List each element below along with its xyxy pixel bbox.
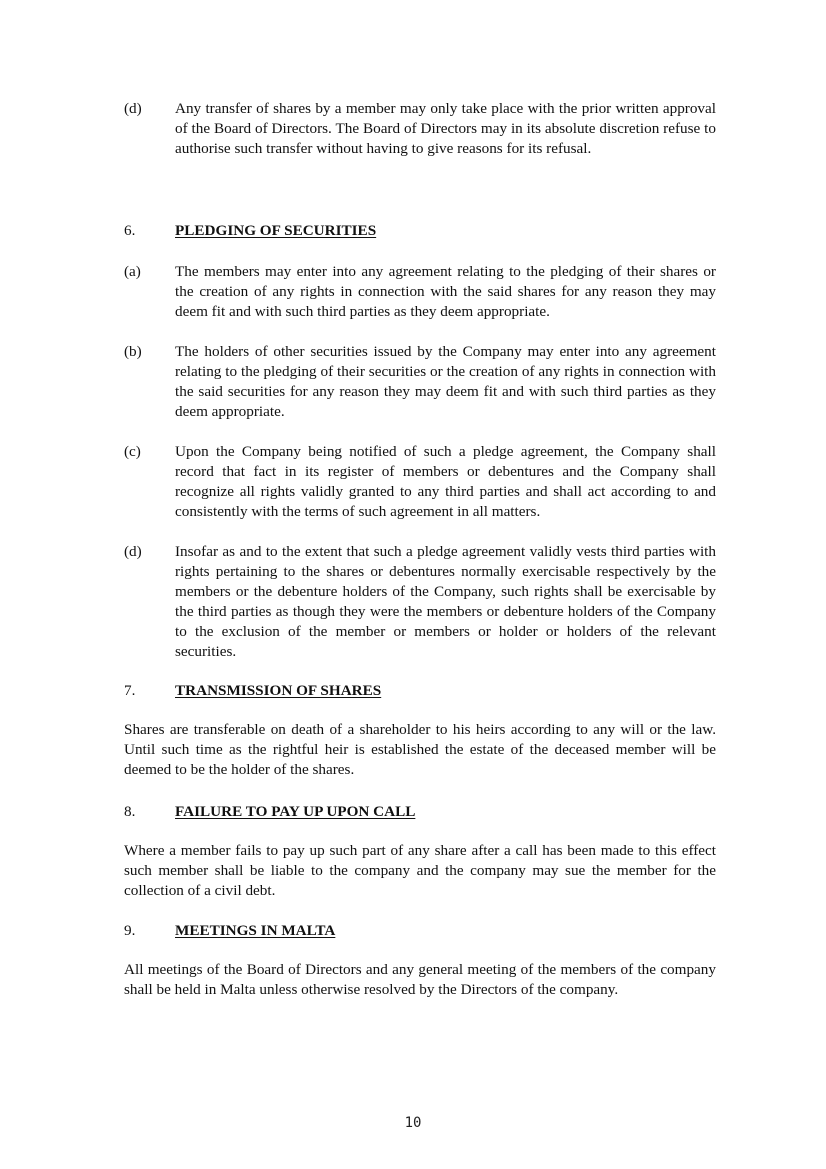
clause-6a (124, 262, 716, 322)
clause-text: Insofar as and to the extent that such a pledge agreement validly vests third parties with rights pertaining to the shares or debentures normally exercisable respectively by the members or the debenture holders of the Company, such rights shall be exercisable by the third parties as though they were the members or debenture holders of the Company to the exclusion of the member or members or holder or holders of the relevant securities. (175, 543, 716, 660)
section-number: 7. (124, 682, 136, 699)
clause-label: (d) (124, 100, 142, 117)
section-number: 6. (124, 222, 136, 239)
clause-label: (a) (124, 263, 141, 280)
clause-label: (c) (124, 443, 141, 460)
section-8-heading (124, 802, 716, 822)
section-title: PLEDGING OF SECURITIES (175, 222, 377, 239)
section-title: MEETINGS IN MALTA (175, 922, 336, 939)
section-9-heading (124, 921, 716, 941)
section-title: TRANSMISSION OF SHARES (175, 682, 382, 699)
clause-6b (124, 342, 716, 422)
section-8-text: Where a member fails to pay up such part of any share after a call has been made to this effect such member shall be liable to the company and the company may sue the member for the collection of a civil debt. (124, 842, 716, 899)
section-6-heading (124, 221, 716, 241)
section-number: 9. (124, 922, 136, 939)
clause-label: (d) (124, 543, 142, 560)
section-number: 8. (124, 803, 136, 820)
section-7-text: Shares are transferable on death of a shareholder to his heirs according to any will or the law. Until such time as the rightful heir is established the estate of the deceased member will be deemed to be the holder of the shares. (124, 721, 716, 778)
clause-text: Upon the Company being notified of such a pledge agreement, the Company shall record that fact in its register of members or debentures and the Company shall recognize all rights validly granted to any third parties and shall act according to and consistently with the terms of such agreement in all matters. (175, 443, 716, 520)
clause-5d (124, 99, 716, 179)
section-title: FAILURE TO PAY UP UPON CALL (175, 803, 416, 820)
clause-text: The members may enter into any agreement relating to the pledging of their shares or the creation of any rights in connection with the said shares for any reason they may deem fit and with such third parties as they deem appropriate. (175, 263, 716, 320)
clause-6c (124, 442, 716, 522)
page-number: 10 (404, 1115, 422, 1131)
clause-text: Any transfer of shares by a member may only take place with the prior written approval of the Board of Directors. The Board of Directors may in its absolute discretion refuse to authorise such transfer without having to give reasons for its refusal. (175, 100, 716, 157)
section-9-text: All meetings of the Board of Directors and any general meeting of the members of the company shall be held in Malta unless otherwise resolved by the Directors of the company. (124, 961, 716, 998)
clause-6d (124, 542, 716, 662)
clause-text: The holders of other securities issued by the Company may enter into any agreement relating to the pledging of their securities or the creation of any rights in connection with the said securities for any reason they may deem fit and with such third parties as they deem appropriate. (175, 343, 716, 420)
clause-label: (b) (124, 343, 142, 360)
section-7-heading (124, 681, 716, 701)
